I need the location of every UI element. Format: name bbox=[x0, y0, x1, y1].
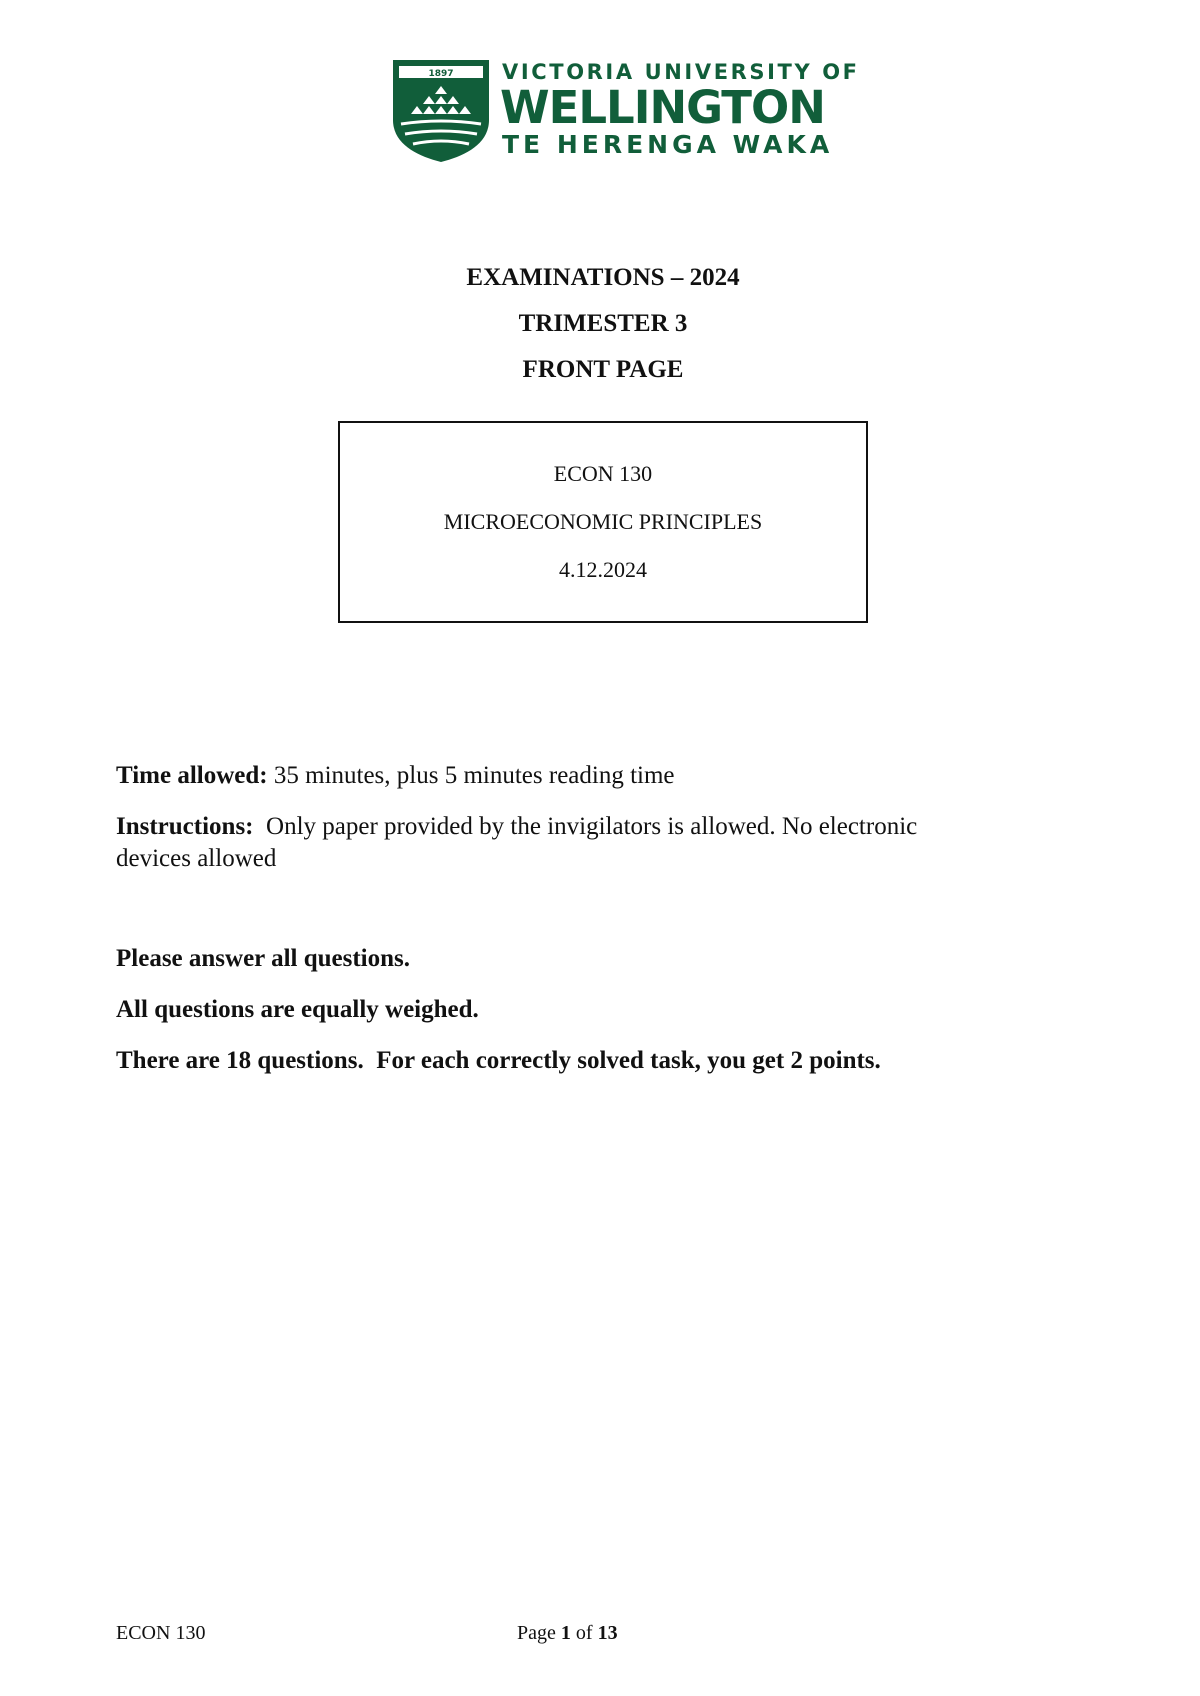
instructions-continued: devices allowed bbox=[116, 845, 277, 872]
note-question-count: There are 18 questions. For each correctly solved task, you get 2 points. bbox=[116, 1047, 881, 1074]
exam-date: 4.12.2024 bbox=[559, 557, 647, 582]
note-equally-weighed: All questions are equally weighed. bbox=[116, 996, 479, 1023]
crest-year: 1897 bbox=[428, 69, 454, 79]
logo-line-victoria: VICTORIA UNIVERSITY OF bbox=[502, 60, 860, 84]
course-code: ECON 130 bbox=[553, 461, 653, 486]
logo-line-te-herenga-waka: TE HERENGA WAKA bbox=[502, 130, 834, 159]
time-allowed-label: Time allowed: bbox=[116, 762, 268, 789]
footer-page-number bbox=[517, 1622, 618, 1645]
instructions-label: Instructions: bbox=[116, 813, 254, 840]
shield-crest-icon bbox=[391, 58, 491, 164]
time-allowed bbox=[116, 762, 675, 790]
front-page-heading: FRONT PAGE bbox=[522, 356, 684, 383]
note-answer-all: Please answer all questions. bbox=[116, 945, 410, 972]
university-logo bbox=[391, 58, 860, 168]
page-prefix: Page bbox=[517, 1622, 561, 1644]
exam-title: EXAMINATIONS – 2024 bbox=[466, 264, 740, 291]
course-name: MICROECONOMIC PRINCIPLES bbox=[443, 509, 763, 534]
page-of: of bbox=[570, 1622, 598, 1644]
page-total: 13 bbox=[597, 1622, 618, 1644]
footer-course-code: ECON 130 bbox=[116, 1622, 206, 1644]
instructions-value: Only paper provided by the invigilators is allowed. No electronic bbox=[253, 813, 918, 840]
instructions bbox=[116, 813, 917, 841]
time-allowed-value: 35 minutes, plus 5 minutes reading time bbox=[267, 762, 675, 789]
page-current: 1 bbox=[560, 1622, 571, 1644]
logo-line-wellington: WELLINGTON bbox=[500, 81, 825, 134]
course-info-box bbox=[338, 421, 868, 623]
trimester-heading: TRIMESTER 3 bbox=[518, 310, 688, 337]
